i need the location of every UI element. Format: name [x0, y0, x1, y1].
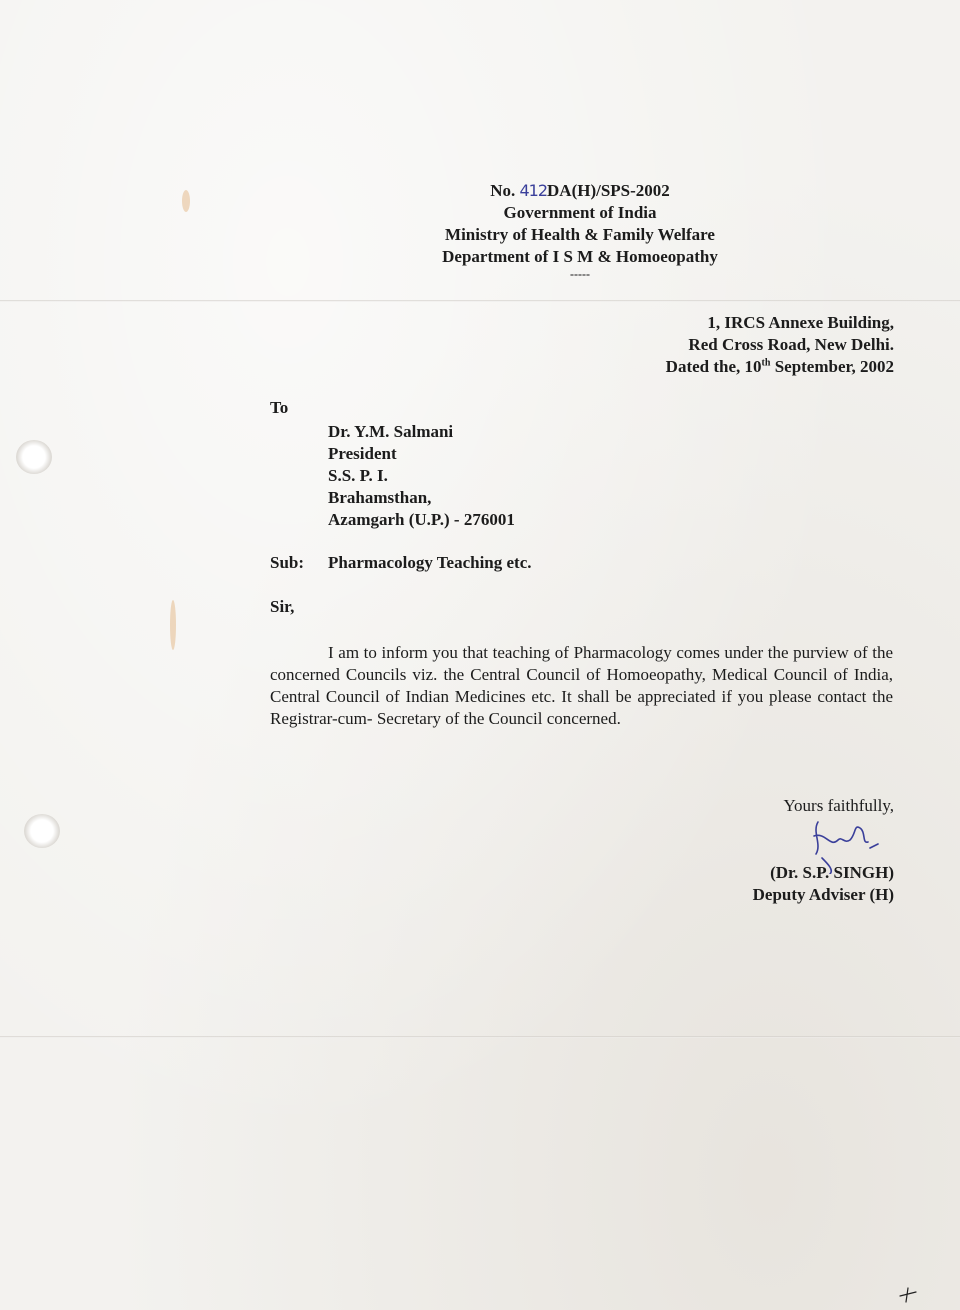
header-rule: ----- — [570, 267, 590, 281]
closing: Yours faithfully, — [783, 796, 894, 815]
salutation: Sir, — [270, 597, 295, 616]
subject-text: Pharmacology Teaching etc. — [328, 553, 532, 572]
reference-number: No. 412DA(H)/SPS-2002 — [490, 181, 670, 200]
signer-title: Deputy Adviser (H) — [752, 885, 894, 904]
sender-address — [666, 312, 894, 378]
punch-hole — [24, 814, 60, 848]
punch-hole — [16, 440, 52, 474]
address-line: Red Cross Road, New Delhi. — [688, 335, 894, 354]
paper-fold-line — [0, 1036, 960, 1038]
header-line-government: Government of India — [503, 203, 657, 222]
subject-label: Sub: — [270, 553, 305, 572]
recipient-line: President — [328, 444, 397, 463]
paper-stain — [182, 190, 190, 212]
letter-date: Dated the, 10th September, 2002 — [665, 357, 894, 376]
to-label: To — [270, 398, 289, 417]
recipient-line: Brahamsthan, — [328, 488, 432, 507]
letter-body: I am to inform you that teaching of Pharmacology comes under the purview of the concerned Councils viz. the Central Council of Homoeopathy, Medical Council of India, Central Council of Indian Medicines etc. It shall be appreciated if you please contact the Registrar-cum- Secretary of the Council concerned. — [270, 643, 893, 728]
header-line-department: Department of I S M & Homoeopathy — [442, 247, 718, 266]
recipient-line: Azamgarh (U.P.) - 276001 — [328, 510, 515, 529]
handwritten-reference-number: 412 — [519, 181, 548, 200]
signer-block — [753, 862, 894, 906]
recipient-address — [328, 421, 515, 531]
pen-mark — [898, 1284, 918, 1304]
header-line-ministry: Ministry of Health & Family Welfare — [445, 225, 715, 244]
address-line: 1, IRCS Annexe Building, — [707, 313, 894, 332]
subject-line — [270, 553, 532, 573]
paper-stain — [170, 600, 176, 650]
paper-fold-line — [0, 300, 960, 302]
recipient-line: Dr. Y.M. Salmani — [328, 422, 454, 441]
letterhead — [380, 180, 780, 280]
recipient-line: S.S. P. I. — [328, 466, 388, 485]
signer-name: (Dr. S.P. SINGH) — [770, 863, 894, 882]
